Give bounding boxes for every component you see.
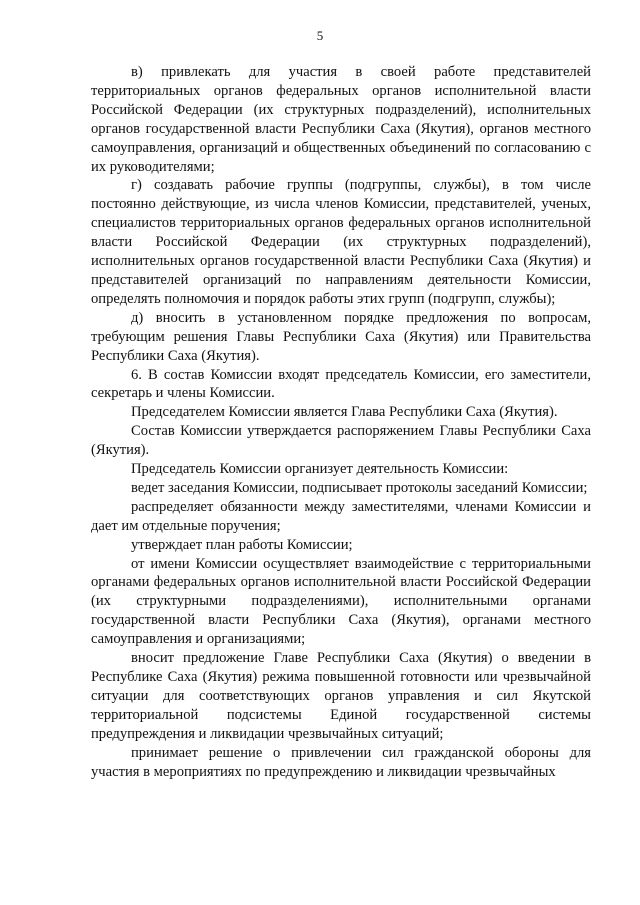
paragraph-section-6: 6. В состав Комиссии входят председатель Комиссии, его заместители, секретарь и члены Комиссии.	[91, 366, 591, 402]
paragraph-item-d: д) вносить в установленном порядке предложения по вопросам, требующим решения Главы Республики Саха (Якутия) или Правительства Республики Саха (Якутия).	[91, 309, 591, 364]
body-text	[91, 63, 591, 781]
paragraph-duty-meetings: ведет заседания Комиссии, подписывает протоколы заседаний Комиссии;	[131, 479, 588, 496]
paragraph-chairman: Председателем Комиссии является Глава Республики Саха (Якутия).	[131, 404, 558, 421]
paragraph-duty-plan: утверждает план работы Комиссии;	[131, 536, 353, 553]
paragraph-composition: Состав Комиссии утверждается распоряжением Главы Республики Саха (Якутия).	[91, 423, 591, 459]
paragraph-duty-emergency-regime: вносит предложение Главе Республики Саха (Якутия) о введении в Республике Саха (Якутия) режима повышенной готовности или чрезвычайной ситуации для соответствующих органов управления и сил Якутской территориальной подсистемы Единой государственной системы предупреждения и ликвидации чрезвычайных ситуаций;	[91, 650, 591, 742]
page-number: 5	[316, 28, 324, 43]
paragraph-duty-assign: распределяет обязанности между заместителями, членами Комиссии и дает им отдельные поручения;	[91, 498, 591, 534]
paragraph-duty-interaction: от имени Комиссии осуществляет взаимодействие с территориальными органами федеральных органов исполнительной власти Российской Федерации (их структурными подразделениями), исполнительными органами государственной власти Республики Саха (Якутия), органами местного самоуправления и организациями;	[91, 555, 591, 648]
paragraph-item-v: в) привлекать для участия в своей работе представителей территориальных органов федеральных органов исполнительной власти Российской Федерации (их структурных подразделений), исполнительных органов государственной власти Республики Саха (Якутия), органов местного самоуправления, организаций и общественных объединений по согласованию с их руководителями;	[91, 64, 591, 175]
paragraph-chairman-duties: Председатель Комиссии организует деятельность Комиссии:	[131, 461, 509, 478]
paragraph-item-g: г) создавать рабочие группы (подгруппы, службы), в том числе постоянно действующие, из числа членов Комиссии, представителей, ученых, специалистов территориальных органов федеральных органов исполнительной власти Российской Федерации (их структурных подразделений), исполнительных органов государственной власти Республики Саха (Якутия) и представителей организаций по направлениям деятельности Комиссии, определять полномочия и порядок работы этих групп (подгрупп, службы);	[91, 177, 591, 307]
paragraph-duty-civil-defense: принимает решение о привлечении сил гражданской обороны для участия в мероприятиях по предупреждению и ликвидации чрезвычайных	[91, 744, 591, 780]
